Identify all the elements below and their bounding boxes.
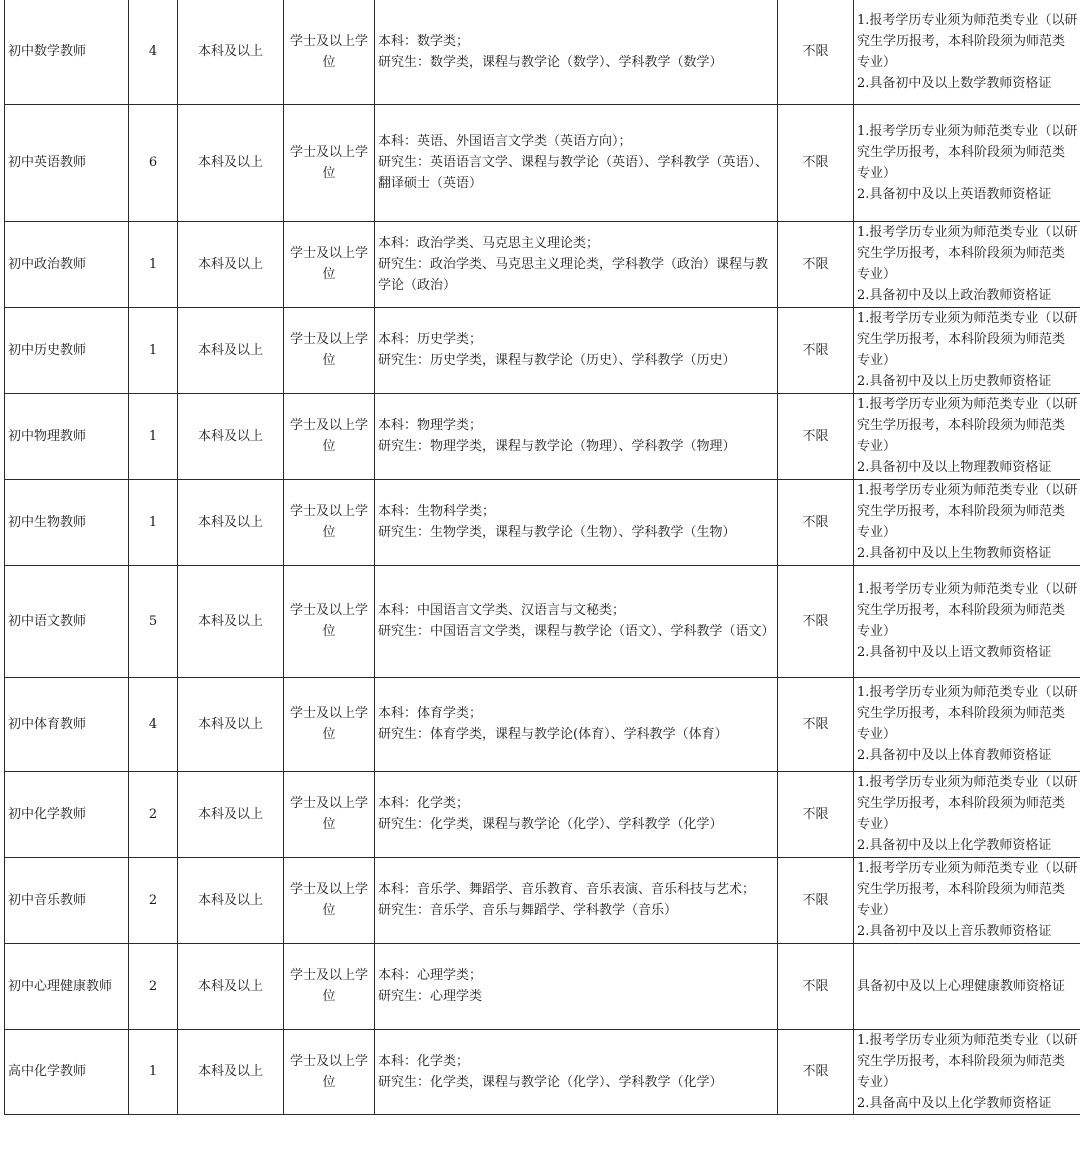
education-cell: 本科及以上 [178,307,284,393]
major-line: 本科：化学类； [378,796,470,811]
requirement-line: 2.具备初中及以上生物教师资格证 [857,546,1052,561]
position-cell: 初中数学教师 [5,0,129,104]
major-line: 研究生：物理学类，课程与教学论（物理）、学科教学（物理） [378,439,736,454]
major-cell [375,479,778,565]
requirement-line: 2.具备初中及以上语文教师资格证 [857,645,1052,660]
headcount-cell: 2 [129,943,178,1029]
requirement-line: 1.报考学历专业须为师范类专业（以研究生学历报考，本科阶段须为师范类专业） [857,483,1078,540]
table-body [5,0,1080,1114]
age-cell: 不限 [778,393,854,479]
position-cell: 初中生物教师 [5,479,129,565]
age-cell: 不限 [778,479,854,565]
education-cell: 本科及以上 [178,1029,284,1114]
requirements-cell [854,104,1080,221]
major-line: 研究生：中国语言文学类，课程与教学论（语文）、学科教学（语文） [378,624,775,639]
table-row [5,221,1080,307]
requirement-line: 具备初中及以上心理健康教师资格证 [857,978,1066,994]
requirement-line: 2.具备初中及以上英语教师资格证 [857,186,1052,202]
education-cell: 本科及以上 [178,565,284,677]
table-row [5,565,1080,677]
major-line: 本科：中国语言文学类、汉语言与文秘类； [378,603,626,618]
major-cell [375,857,778,943]
requirements-cell [854,771,1080,857]
major-line: 本科：音乐学、舞蹈学、音乐教育、音乐表演、音乐科技与艺术； [378,882,756,897]
requirement-line: 1.报考学历专业须为师范类专业（以研究生学历报考，本科阶段须为师范类专业） [857,397,1078,454]
table-row [5,0,1080,104]
headcount-cell: 1 [129,393,178,479]
headcount-cell: 5 [129,565,178,677]
headcount-cell: 1 [129,479,178,565]
position-cell: 高中化学教师 [5,1029,129,1114]
age-cell: 不限 [778,857,854,943]
degree-cell: 学士及以上学位 [284,307,375,393]
requirements-cell [854,393,1080,479]
requirements-cell [854,857,1080,943]
major-line: 本科：体育学类； [378,706,483,721]
age-cell: 不限 [778,221,854,307]
table-row [5,1029,1080,1114]
major-line: 研究生：政治学类、马克思主义理论类，学科教学（政治）课程与教学论（政治） [378,256,769,293]
position-cell: 初中心理健康教师 [5,943,129,1029]
education-cell: 本科及以上 [178,393,284,479]
requirement-line: 1.报考学历专业须为师范类专业（以研究生学历报考，本科阶段须为师范类专业） [857,1032,1078,1090]
headcount-cell: 1 [129,307,178,393]
recruitment-table [4,0,1080,1115]
position-cell: 初中音乐教师 [5,857,129,943]
major-line: 本科：物理学类； [378,418,483,433]
degree-cell: 学士及以上学位 [284,393,375,479]
requirements-cell [854,1029,1080,1114]
major-cell [375,677,778,771]
education-cell: 本科及以上 [178,104,284,221]
position-cell: 初中化学教师 [5,771,129,857]
major-cell [375,771,778,857]
major-line: 研究生：历史学类，课程与教学论（历史）、学科教学（历史） [378,353,736,368]
position-cell: 初中政治教师 [5,221,129,307]
major-line: 本科：生物科学类； [378,504,496,519]
requirement-line: 1.报考学历专业须为师范类专业（以研究生学历报考，本科阶段须为师范类专业） [857,685,1078,742]
age-cell: 不限 [778,0,854,104]
requirements-cell [854,565,1080,677]
education-cell: 本科及以上 [178,943,284,1029]
major-cell [375,221,778,307]
table-row [5,857,1080,943]
degree-cell: 学士及以上学位 [284,943,375,1029]
degree-cell: 学士及以上学位 [284,0,375,104]
education-cell: 本科及以上 [178,857,284,943]
headcount-cell: 4 [129,0,178,104]
headcount-cell: 2 [129,771,178,857]
major-line: 研究生：生物学类，课程与教学论（生物）、学科教学（生物） [378,525,736,540]
major-cell [375,393,778,479]
requirement-line: 1.报考学历专业须为师范类专业（以研究生学历报考，本科阶段须为师范类专业） [857,123,1078,181]
degree-cell: 学士及以上学位 [284,857,375,943]
requirement-line: 1.报考学历专业须为师范类专业（以研究生学历报考，本科阶段须为师范类专业） [857,12,1078,70]
major-line: 本科：政治学类、马克思主义理论类； [378,235,600,251]
requirement-line: 2.具备初中及以上化学教师资格证 [857,838,1052,853]
requirement-line: 2.具备初中及以上数学教师资格证 [857,75,1052,91]
degree-cell: 学士及以上学位 [284,771,375,857]
age-cell: 不限 [778,104,854,221]
major-line: 研究生：英语语言文学、课程与教学论（英语）、学科教学（英语）、翻译硕士（英语） [378,155,769,191]
requirements-cell [854,0,1080,104]
major-line: 研究生：化学类，课程与教学论（化学）、学科教学（化学） [378,817,723,832]
requirement-line: 2.具备初中及以上政治教师资格证 [857,288,1052,303]
headcount-cell: 2 [129,857,178,943]
table-row [5,393,1080,479]
major-cell [375,104,778,221]
education-cell: 本科及以上 [178,0,284,104]
major-cell [375,0,778,104]
education-cell: 本科及以上 [178,677,284,771]
age-cell: 不限 [778,943,854,1029]
degree-cell: 学士及以上学位 [284,565,375,677]
age-cell: 不限 [778,677,854,771]
major-line: 研究生：音乐学、音乐与舞蹈学、学科教学（音乐） [378,903,678,918]
age-cell: 不限 [778,565,854,677]
requirement-line: 1.报考学历专业须为师范类专业（以研究生学历报考，本科阶段须为师范类专业） [857,225,1078,282]
headcount-cell: 1 [129,1029,178,1114]
major-line: 研究生：体育学类，课程与教学论(体育）、学科教学（体育） [378,727,728,742]
requirements-cell [854,221,1080,307]
age-cell: 不限 [778,307,854,393]
position-cell: 初中物理教师 [5,393,129,479]
position-cell: 初中体育教师 [5,677,129,771]
table-row [5,307,1080,393]
degree-cell: 学士及以上学位 [284,677,375,771]
position-cell: 初中英语教师 [5,104,129,221]
table-row [5,943,1080,1029]
requirement-line: 1.报考学历专业须为师范类专业（以研究生学历报考，本科阶段须为师范类专业） [857,582,1078,639]
major-line: 本科：心理学类； [378,968,483,983]
age-cell: 不限 [778,1029,854,1114]
table-row [5,771,1080,857]
major-line: 研究生：化学类，课程与教学论（化学）、学科教学（化学） [378,1074,723,1090]
requirements-cell [854,943,1080,1029]
position-cell: 初中语文教师 [5,565,129,677]
major-cell [375,1029,778,1114]
requirements-cell [854,307,1080,393]
major-line: 本科：数学类； [378,33,470,49]
age-cell: 不限 [778,771,854,857]
education-cell: 本科及以上 [178,479,284,565]
degree-cell: 学士及以上学位 [284,104,375,221]
requirement-line: 2.具备初中及以上音乐教师资格证 [857,924,1052,939]
degree-cell: 学士及以上学位 [284,1029,375,1114]
major-line: 本科：历史学类； [378,332,483,347]
major-line: 研究生：心理学类 [378,989,483,1004]
education-cell: 本科及以上 [178,771,284,857]
requirement-line: 1.报考学历专业须为师范类专业（以研究生学历报考，本科阶段须为师范类专业） [857,861,1078,918]
requirement-line: 2.具备初中及以上体育教师资格证 [857,748,1052,763]
requirement-line: 1.报考学历专业须为师范类专业（以研究生学历报考，本科阶段须为师范类专业） [857,775,1078,832]
major-cell [375,565,778,677]
requirements-cell [854,479,1080,565]
requirement-line: 1.报考学历专业须为师范类专业（以研究生学历报考，本科阶段须为师范类专业） [857,311,1078,368]
requirement-line: 2.具备初中及以上历史教师资格证 [857,374,1052,389]
headcount-cell: 1 [129,221,178,307]
table-row [5,479,1080,565]
table-row [5,104,1080,221]
requirement-line: 2.具备高中及以上化学教师资格证 [857,1095,1052,1111]
headcount-cell: 4 [129,677,178,771]
major-cell [375,307,778,393]
major-line: 本科：化学类； [378,1053,470,1069]
headcount-cell: 6 [129,104,178,221]
degree-cell: 学士及以上学位 [284,221,375,307]
table-row [5,677,1080,771]
major-cell [375,943,778,1029]
major-line: 研究生：数学类，课程与教学论（数学）、学科教学（数学） [378,54,723,70]
position-cell: 初中历史教师 [5,307,129,393]
requirement-line: 2.具备初中及以上物理教师资格证 [857,460,1052,475]
degree-cell: 学士及以上学位 [284,479,375,565]
major-line: 本科：英语、外国语言文学类（英语方向）； [378,134,632,149]
education-cell: 本科及以上 [178,221,284,307]
requirements-cell [854,677,1080,771]
